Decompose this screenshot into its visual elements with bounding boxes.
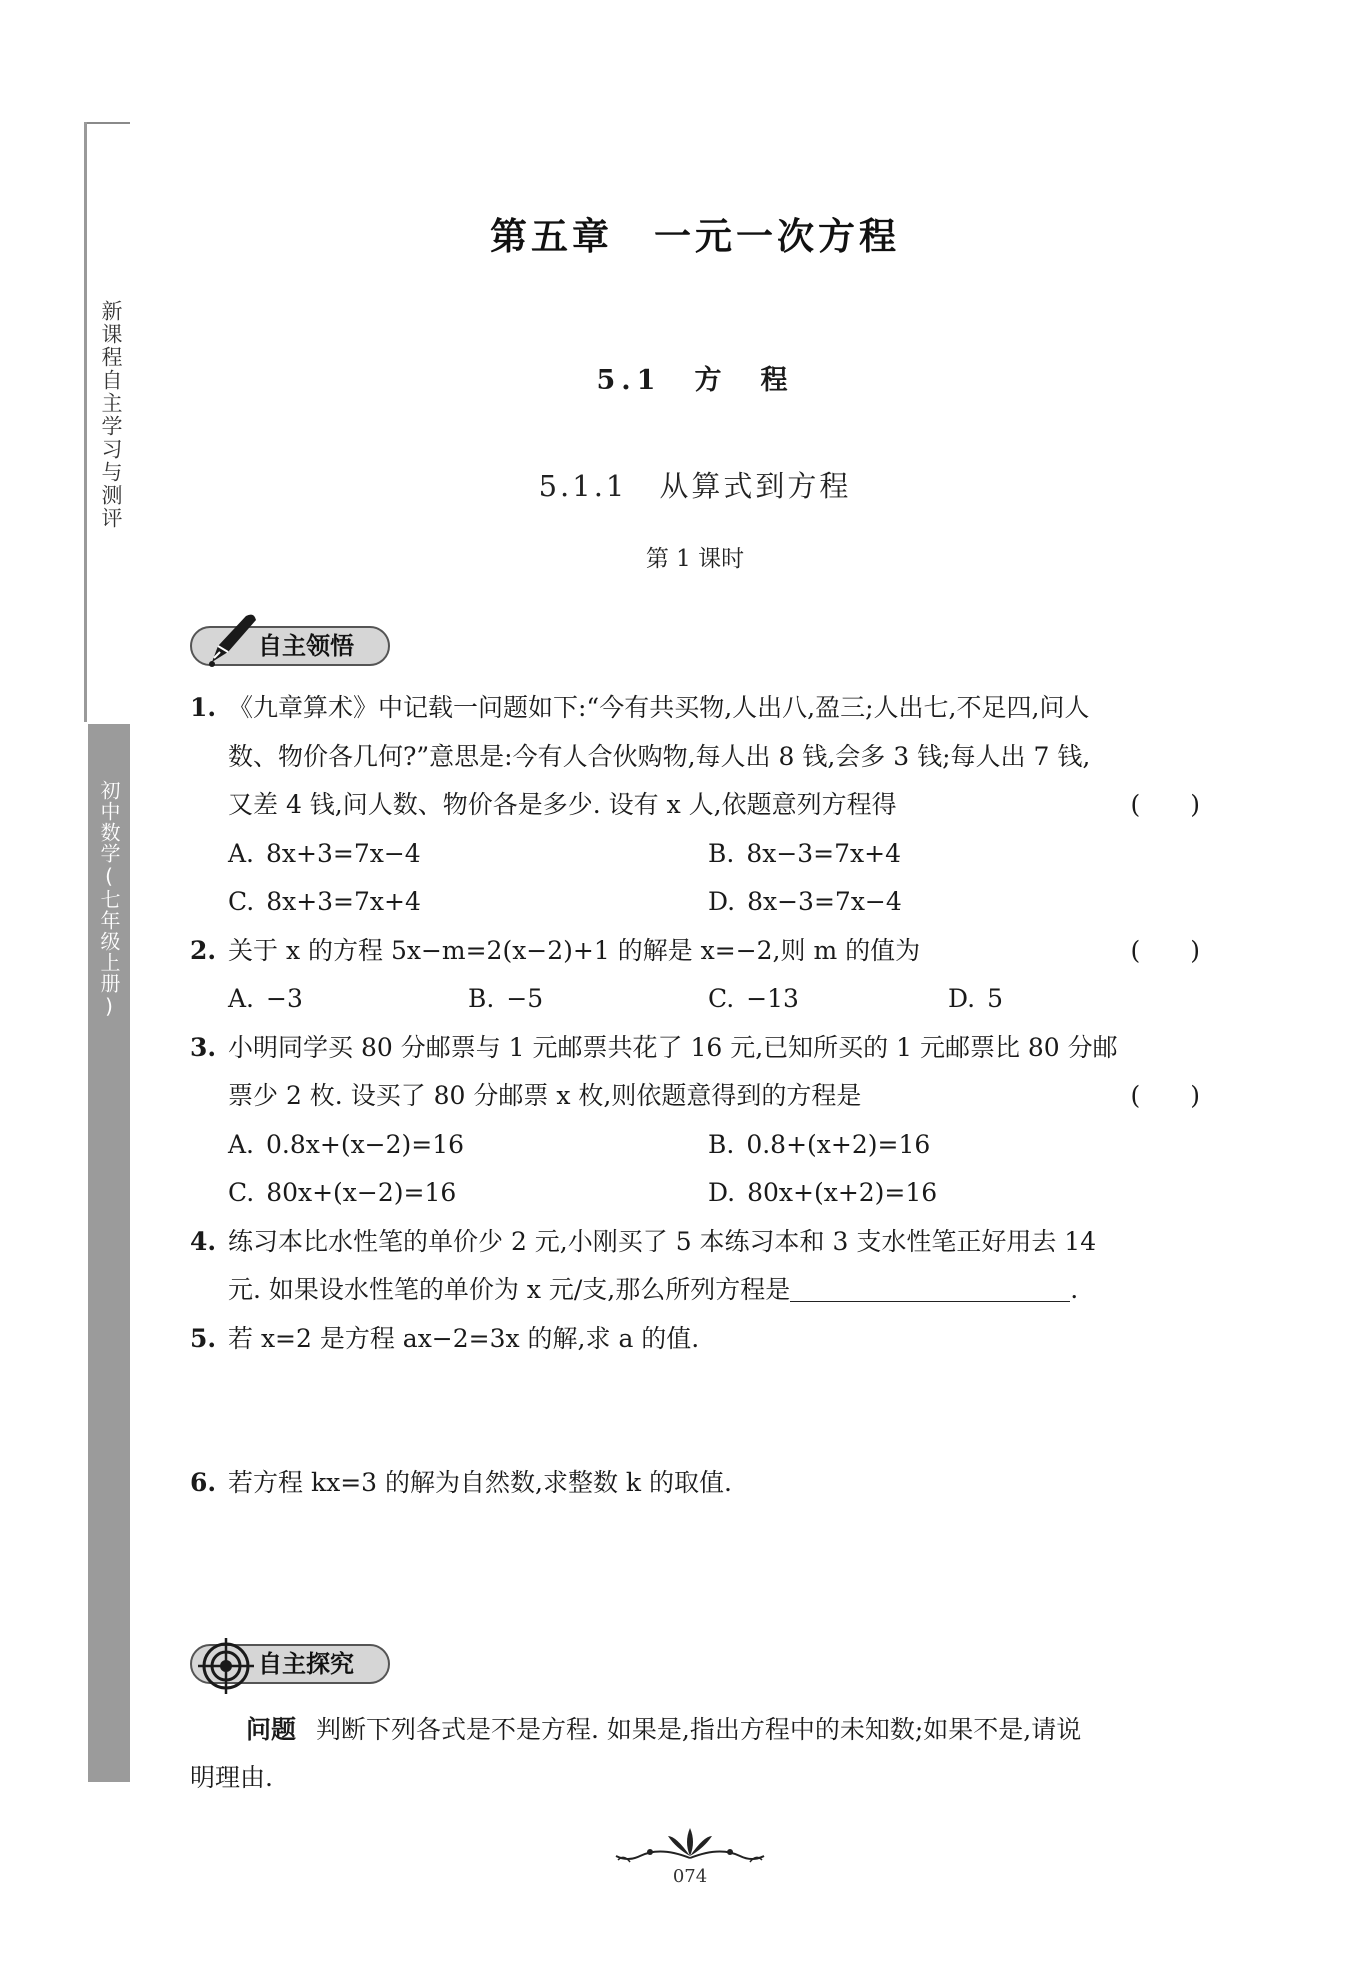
question-text-line: 又差 4 钱,问人数、物价各是多少. 设有 x 人,依题意列方程得 [228, 790, 897, 819]
spine-book-title: 初中数学(七年级上册) [97, 780, 121, 1019]
question-text-line: 数、物价各几何?”意思是:今有人合伙购物,每人出 8 钱,会多 3 钱;每人出 7 钱, [228, 741, 1091, 771]
option-a[interactable]: A. −3 [228, 984, 303, 1013]
question-text-line: 若方程 kx=3 的解为自然数,求整数 k 的取值. [228, 1468, 732, 1497]
option-c[interactable]: C. 80x+(x−2)=16 [228, 1178, 457, 1207]
answer-parentheses[interactable]: ( ) [1130, 790, 1200, 819]
answer-blank[interactable] [790, 1271, 1070, 1302]
question-6 [190, 1459, 1200, 1508]
option-d[interactable]: D. 80x+(x+2)=16 [708, 1178, 938, 1207]
options-q3 [190, 1121, 1200, 1170]
answer-parentheses[interactable]: ( ) [1130, 1081, 1200, 1110]
spine-top-rule [84, 122, 130, 124]
option-b[interactable]: B. 0.8+(x+2)=16 [708, 1129, 931, 1159]
question-text-line: 若 x=2 是方程 ax−2=3x 的解,求 a 的值. [228, 1323, 700, 1353]
question-number: 2. [190, 935, 217, 965]
question-3 [190, 1024, 1200, 1121]
option-d[interactable]: D. 5 [948, 984, 1004, 1013]
question-5 [190, 1315, 1200, 1364]
question-text-line: 练习本比水性笔的单价少 2 元,小刚买了 5 本练习本和 3 支水性笔正好用去 14 [228, 1226, 1097, 1256]
self-explore-badge [190, 1644, 390, 1684]
question-2 [190, 927, 1200, 976]
question-number: 6. [190, 1468, 217, 1497]
exercise-list [190, 684, 1200, 1508]
problem-text-line: 明理由. [190, 1763, 273, 1792]
chapter-title: 第五章 一元一次方程 [490, 214, 900, 258]
option-a[interactable]: A. 8x+3=7x−4 [228, 838, 421, 868]
options-q2 [190, 975, 1200, 1024]
option-a[interactable]: A. 0.8x+(x−2)=16 [228, 1129, 465, 1159]
problem-label: 问题 [246, 1715, 297, 1744]
question-number: 5. [190, 1323, 217, 1353]
page-number: 074 [672, 1866, 708, 1887]
section-title: 5.1 方 程 [596, 365, 794, 396]
self-study-badge [190, 626, 390, 666]
question-number: 4. [190, 1226, 217, 1256]
footer-ornament-icon [610, 1822, 770, 1872]
answer-space[interactable] [190, 1363, 1200, 1459]
question-text-line: 小明同学买 80 分邮票与 1 元邮票共花了 16 元,已知所买的 1 元邮票比 80 分邮 [228, 1032, 1118, 1062]
options-q3-row2 [190, 1169, 1200, 1218]
lesson-title: 第 1 课时 [645, 546, 745, 572]
problem-text-line: 判断下列各式是不是方程. 如果是,指出方程中的未知数;如果不是,请说 [316, 1715, 1082, 1744]
option-b[interactable]: B. 8x−3=7x+4 [708, 838, 901, 868]
problem-block [190, 1706, 1200, 1802]
option-c[interactable]: C. 8x+3=7x+4 [228, 887, 421, 916]
badge-label: 自主领悟 [258, 632, 354, 660]
option-b[interactable]: B. −5 [468, 984, 544, 1013]
pen-icon [198, 606, 264, 672]
question-1 [190, 684, 1200, 830]
target-icon [196, 1636, 256, 1696]
question-4: 4. 练习本比水性笔的单价少 2 元,小刚买了 5 本练习本和 3 支水性笔正好用去 14 元. 如果设水性笔的单价为 x 元/支,那么所列方程是 . [190, 1218, 1200, 1315]
option-c[interactable]: C. −13 [708, 984, 799, 1013]
question-text-line: 关于 x 的方程 5x−m=2(x−2)+1 的解是 x=−2,则 m 的值为 [228, 935, 921, 965]
question-number: 1. [190, 693, 217, 722]
subsection-title: 5.1.1 从算式到方程 [538, 469, 852, 503]
question-text-line: 《九章算术》中记载一问题如下:“今有共买物,人出八,盈三;人出七,不足四,问人 [228, 693, 1090, 722]
option-d[interactable]: D. 8x−3=7x−4 [708, 887, 902, 916]
options-q1 [190, 830, 1200, 879]
question-text-line: 票少 2 枚. 设买了 80 分邮票 x 枚,则依题意得到的方程是 [228, 1081, 862, 1110]
options-q1-row2 [190, 878, 1200, 927]
question-text-line: 元. 如果设水性笔的单价为 x 元/支,那么所列方程是 [228, 1275, 791, 1304]
question-number: 3. [190, 1032, 217, 1062]
badge-label: 自主探究 [258, 1650, 354, 1678]
answer-parentheses[interactable]: ( ) [1130, 935, 1200, 965]
spine-series-title: 新课程自主学习与测评 [99, 300, 123, 530]
